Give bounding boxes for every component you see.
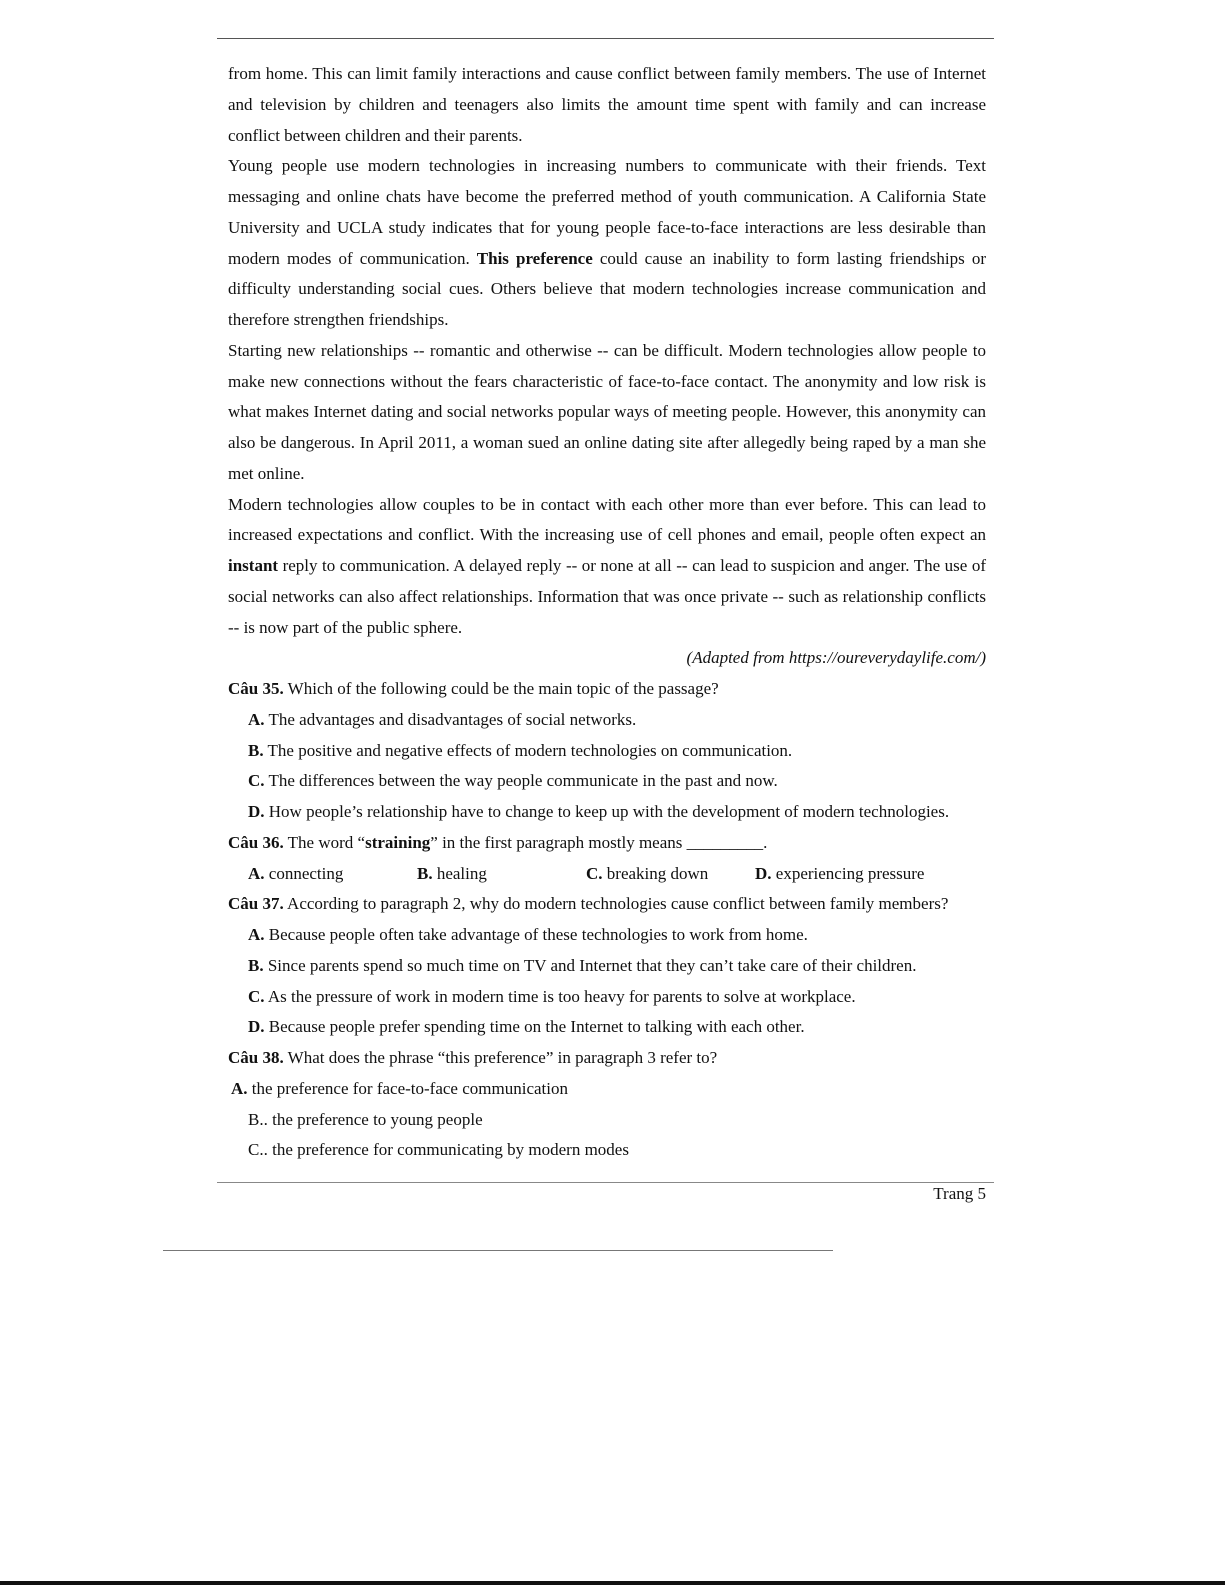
option [417, 859, 586, 890]
page-break-line [163, 1250, 833, 1251]
option [228, 920, 986, 951]
option-text: The positive and negative effects of modern technologies on communication. [263, 740, 793, 760]
option [228, 1074, 986, 1105]
paragraph-2 [228, 151, 986, 336]
text: Young people use modern technologies in increasing numbers to communicate with their friends. Text messaging and online chats have become the preferred method of youth communication. A California State University and UCLA study indicates that for young people face-to-face interactions are less desirable than modern modes of communication. [228, 156, 986, 268]
option-text: How people’s relationship have to change to keep up with the development of modern technologies. [264, 802, 950, 821]
option-letter: A. [248, 863, 265, 883]
paragraph-1: from home. This can limit family interactions and cause conflict between family members. The use of Internet and television by children and teenagers also limits the amount time spent with family and can increase conflict between children and their parents. [228, 64, 986, 145]
source-citation: (Adapted from https://oureverydaylife.com/) [686, 648, 986, 668]
option-letter: B. [417, 863, 433, 883]
option [228, 797, 986, 828]
question-text: The word “ [283, 832, 366, 852]
option [228, 1105, 986, 1136]
option-letter: A. [231, 1078, 248, 1098]
bold-text: straining [365, 832, 431, 852]
page-number: Trang 5 [933, 1184, 986, 1203]
option-text: The differences between the way people communicate in the past and now. [264, 771, 778, 791]
page-content [228, 59, 986, 1166]
option-text: Because people often take advantage of these technologies to work from home. [264, 925, 808, 944]
option-letter: B. [248, 955, 264, 975]
option [228, 705, 986, 736]
text: Modern technologies allow couples to be in contact with each other more than ever before. This can lead to increased expectations and conflict. With the increasing use of cell phones and email, people often expect an [228, 494, 986, 545]
question-text: ” in the first paragraph mostly means _________. [430, 832, 768, 852]
option-text: Because people prefer spending time on the Internet to talking with each other. [264, 1017, 805, 1037]
option-text: breaking down [602, 863, 709, 883]
option-text: As the pressure of work in modern time is too heavy for parents to solve at workplace. [264, 986, 856, 1006]
question-text: According to paragraph 2, why do modern technologies cause conflict between family members? [283, 894, 949, 914]
option-letter: D. [248, 802, 265, 821]
question-number: Câu 37. [228, 894, 284, 914]
option [755, 859, 924, 890]
option-text: Since parents spend so much time on TV and Internet that they can’t take care of their children. [263, 955, 917, 975]
question-35 [228, 674, 986, 705]
question-37 [228, 889, 986, 920]
option-letter: D. [755, 863, 772, 883]
question-number: Câu 35. [228, 679, 284, 698]
paragraph-3: Starting new relationships -- romantic and otherwise -- can be difficult. Modern technologies allow people to make new connections without the fears characteristic of face-to-face contact. The anonymity and low risk is what makes Internet dating and social networks popular ways of meeting people. However, this anonymity can also be dangerous. In April 2011, a woman sued an online dating site after allegedly being raped by a man she met online. [228, 340, 986, 483]
option [228, 951, 986, 982]
option [248, 859, 417, 890]
option-letter: A. [248, 709, 265, 729]
option-text: . the preference for communicating by modern modes [263, 1140, 629, 1160]
option-letter: D. [248, 1017, 265, 1037]
option [228, 736, 986, 767]
option [228, 1135, 986, 1166]
question-36 [228, 828, 986, 859]
option-letter: B. [248, 740, 264, 760]
option-text: the preference for face-to-face communication [247, 1078, 568, 1098]
question-number: Câu 36. [228, 832, 284, 852]
footer-rule [217, 1182, 994, 1183]
header-rule [217, 38, 994, 39]
text: could cause an inability to form lasting friendships or difficulty understanding social cues. Others believe that modern technologies increase communication and therefore strengthen friendships. [228, 248, 986, 329]
paragraph-4 [228, 490, 986, 644]
option [228, 766, 986, 797]
question-text: What does the phrase “this preference” in paragraph 3 refer to? [283, 1048, 718, 1067]
option-text: experiencing pressure [771, 863, 925, 883]
option-text: The advantages and disadvantages of social networks. [264, 709, 637, 729]
bold-text: This preference [476, 248, 593, 268]
bold-text: instant [228, 556, 279, 575]
options-row [228, 859, 986, 890]
option-text: healing [432, 863, 487, 883]
question-38 [228, 1043, 986, 1074]
option-letter: A. [248, 925, 265, 944]
option [586, 859, 755, 890]
question-text: Which of the following could be the main topic of the passage? [283, 679, 719, 698]
option-letter: B. [248, 1109, 264, 1129]
option-text: connecting [264, 863, 344, 883]
bottom-border [0, 1581, 1225, 1585]
option [228, 982, 986, 1013]
option-letter: C. [248, 771, 265, 791]
option-letter: C. [248, 1140, 264, 1160]
option [228, 1012, 986, 1043]
question-number: Câu 38. [228, 1048, 284, 1067]
option-letter: C. [586, 863, 603, 883]
text: reply to communication. A delayed reply -- or none at all -- can lead to suspicion and anger. The use of social networks can also affect relationships. Information that was once private -- such as relationship conflicts -- is now part of the public sphere. [228, 556, 986, 637]
option-text: . the preference to young people [263, 1109, 483, 1129]
option-letter: C. [248, 986, 265, 1006]
